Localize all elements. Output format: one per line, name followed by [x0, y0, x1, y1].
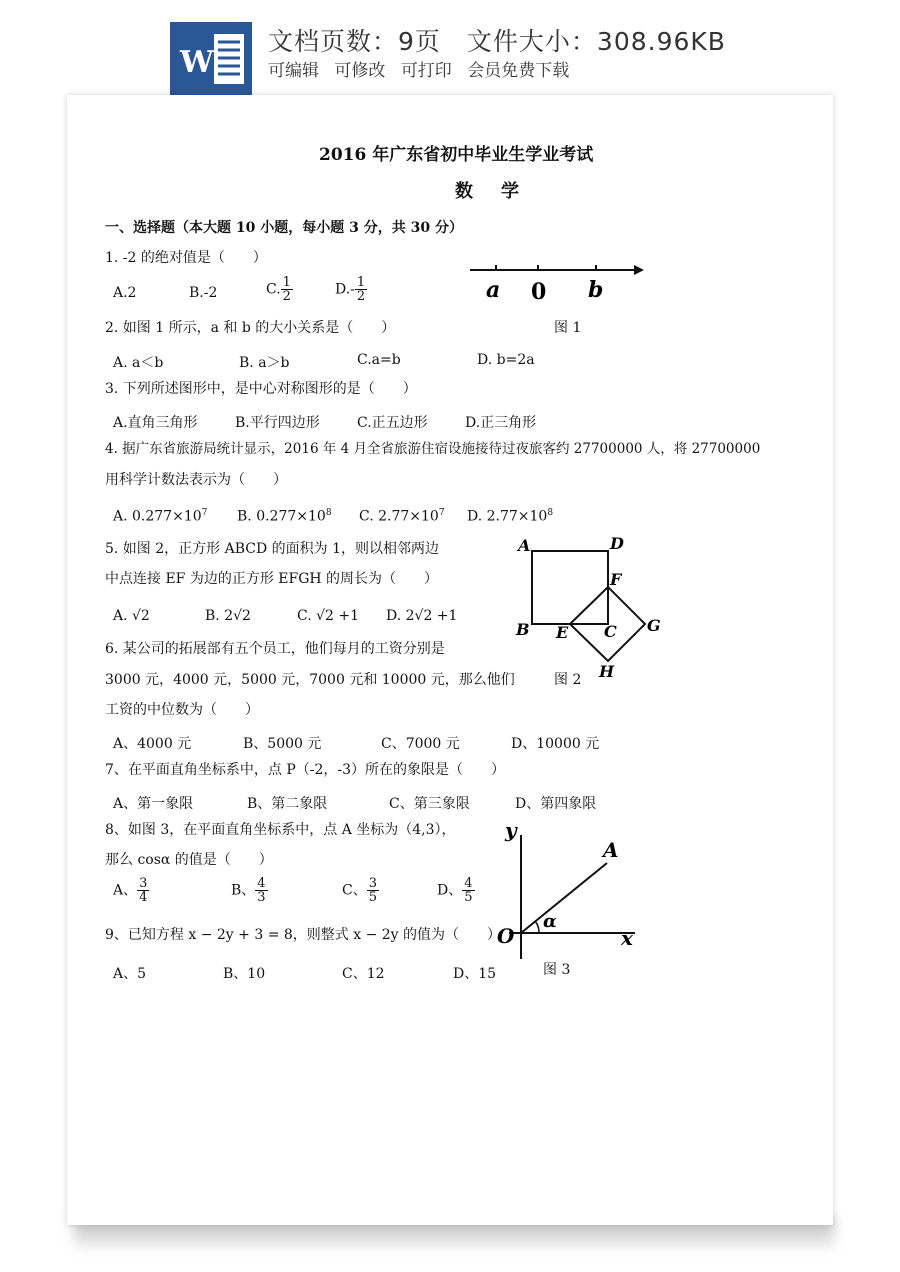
exam-title: 2016 年广东省初中毕业生学业考试 [319, 145, 594, 165]
word-icon-letter: W [180, 45, 214, 80]
q5-option-b: B. 2√2 [205, 608, 251, 624]
q2-option-c: C.a=b [357, 352, 401, 368]
q4-option-c-base: C. 2.77×10 [359, 508, 439, 525]
numerator: 3 [368, 876, 377, 891]
denominator: 4 [139, 890, 148, 905]
feature-modifiable: 可修改 [334, 61, 386, 81]
label-y: y [505, 818, 517, 842]
q1-option-c [266, 276, 293, 303]
figure-1-number-line [462, 255, 652, 305]
document-page [67, 95, 833, 1225]
numerator: 1 [282, 275, 291, 290]
q8-option-b [231, 877, 268, 904]
denominator: 2 [356, 289, 366, 304]
label-H: H [599, 662, 615, 680]
q1-option-d-prefix: D.- [335, 281, 355, 298]
q4-option-a-base: A. 0.277×10 [113, 508, 202, 525]
q5-option-a: A. √2 [113, 608, 150, 624]
q4-option-d-base: D. 2.77×10 [467, 508, 548, 525]
label-C: C [604, 622, 617, 641]
q7-option-a: A、第一象限 [113, 796, 194, 812]
numerator: 4 [257, 876, 266, 891]
q7-option-d: D、第四象限 [515, 796, 597, 812]
figure-2-squares [507, 535, 677, 680]
q6-option-b: B、5000 元 [243, 736, 322, 752]
label-b: b [588, 277, 604, 303]
denominator: 2 [282, 289, 291, 304]
q8-stem-line1: 8、如图 3，在平面直角坐标系中，点 A 坐标为（4,3）， [105, 822, 456, 838]
q6-option-a: A、4000 元 [113, 736, 192, 752]
q4-option-b [237, 508, 332, 525]
label-G: G [647, 616, 661, 635]
q3-option-c: C.正五边形 [357, 415, 428, 431]
denominator: 3 [257, 890, 266, 905]
banner-features [268, 56, 579, 81]
q5-stem-line2: 中点连接 EF 为边的正方形 EFGH 的周长为（ ） [105, 571, 439, 587]
q5-stem-line1: 5. 如图 2，正方形 ABCD 的面积为 1，则以相邻两边 [105, 541, 440, 557]
fraction [367, 877, 379, 904]
q6-option-d: D、10000 元 [511, 736, 600, 752]
q1-option-d [335, 276, 367, 303]
figure-3-coordinate-plane [495, 817, 650, 967]
figure-1-caption: 图 1 [554, 320, 582, 336]
numerator: 4 [464, 876, 473, 891]
q1-option-b: B.-2 [189, 285, 218, 301]
label-A: A [603, 838, 619, 862]
section-heading: 一、选择题（本大题 10 小题，每小题 3 分，共 30 分） [105, 220, 463, 236]
q8-option-a-prefix: A、 [113, 882, 138, 899]
q4-option-b-base: B. 0.277×10 [237, 508, 326, 525]
q2-option-a: A. a＜b [113, 355, 164, 371]
q6-stem-line3: 工资的中位数为（ ） [105, 702, 259, 718]
q6-stem-line1: 6. 某公司的拓展部有五个员工，他们每月的工资分别是 [105, 641, 445, 657]
q8-option-c-prefix: C、 [342, 882, 367, 899]
label-F: F [610, 570, 622, 589]
q6-option-c: C、7000 元 [381, 736, 460, 752]
feature-printable: 可打印 [400, 61, 452, 81]
q7-option-b: B、第二象限 [247, 796, 328, 812]
q9-option-c: C、12 [342, 966, 385, 982]
q3-option-a: A.直角三角形 [113, 415, 198, 431]
q4-option-a-exponent: 7 [201, 508, 208, 518]
label-x: x [621, 926, 633, 950]
number-line-arrow [634, 265, 644, 275]
label-O: O [497, 924, 515, 948]
q9-stem: 9、已知方程 x − 2y + 3 = 8，则整式 x − 2y 的值为（ ） [105, 927, 502, 943]
q9-option-a: A、5 [113, 966, 147, 982]
numerator: 1 [356, 275, 366, 290]
q2-option-d: D. b=2a [477, 352, 535, 368]
angle-arc [535, 921, 539, 933]
q2-stem: 2. 如图 1 所示，a 和 b 的大小关系是（ ） [105, 320, 396, 336]
ray-oa [521, 863, 607, 933]
numerator: 3 [139, 876, 148, 891]
feature-member-download: 会员免费下载 [467, 61, 570, 81]
denominator: 5 [368, 890, 377, 905]
label-D: D [610, 535, 624, 553]
q8-option-c [342, 877, 379, 904]
q8-option-b-prefix: B、 [231, 882, 256, 899]
q4-option-c [359, 508, 445, 525]
fraction [355, 276, 367, 303]
q4-option-b-exponent: 8 [325, 508, 332, 518]
q3-stem: 3. 下列所述图形中，是中心对称图形的是（ ） [105, 381, 417, 397]
feature-editable: 可编辑 [268, 61, 319, 81]
q4-stem-line1: 4. 据广东省旅游局统计显示，2016 年 4 月全省旅游住宿设施接待过夜旅客约 27700000 人，将 27700000 [105, 441, 761, 457]
label-A: A [518, 536, 531, 555]
q4-option-a [113, 508, 207, 525]
q1-stem: 1. -2 的绝对值是（ ） [105, 250, 267, 266]
q2-option-b: B. a＞b [239, 355, 290, 371]
q4-stem-line2: 用科学计数法表示为（ ） [105, 472, 287, 488]
denominator: 5 [464, 890, 473, 905]
label-B: B [516, 620, 530, 639]
q8-option-d-prefix: D、 [437, 882, 463, 899]
fraction [281, 276, 293, 303]
q9-option-d: D、15 [453, 966, 497, 982]
q8-option-d [437, 877, 475, 904]
fraction [137, 877, 149, 904]
q3-option-b: B.平行四边形 [235, 415, 320, 431]
q7-stem: 7、在平面直角坐标系中，点 P（-2，-3）所在的象限是（ ） [105, 762, 506, 778]
figure-3-caption: 图 3 [543, 962, 571, 978]
label-alpha: α [543, 911, 557, 932]
q4-option-d [467, 508, 553, 525]
q3-option-d: D.正三角形 [465, 415, 537, 431]
q8-stem-line2: 那么 cosα 的值是（ ） [105, 852, 273, 868]
q8-option-a [113, 877, 149, 904]
label-a: a [486, 277, 501, 303]
word-document-icon [170, 22, 252, 96]
q7-option-c: C、第三象限 [389, 796, 470, 812]
q9-option-b: B、10 [223, 966, 266, 982]
square-abcd [532, 551, 608, 624]
banner-title: 文档页数：9页 文件大小：308.96KB [268, 27, 726, 56]
label-zero: 0 [531, 279, 547, 305]
q4-option-d-exponent: 8 [547, 508, 554, 518]
q1-option-a: A.2 [113, 285, 137, 301]
download-banner [0, 0, 900, 100]
label-E: E [556, 623, 569, 642]
fraction [255, 877, 267, 904]
q5-option-d: D. 2√2 +1 [386, 608, 458, 624]
q6-stem-line2: 3000 元，4000 元，5000 元，7000 元和 10000 元，那么他们 [105, 672, 515, 688]
q5-option-c: C. √2 +1 [297, 608, 360, 624]
figure-2-caption: 图 2 [554, 672, 582, 688]
exam-subject: 数学 [455, 181, 547, 202]
fraction [462, 877, 474, 904]
q4-option-c-exponent: 7 [438, 508, 445, 518]
q1-option-c-prefix: C. [266, 281, 281, 298]
